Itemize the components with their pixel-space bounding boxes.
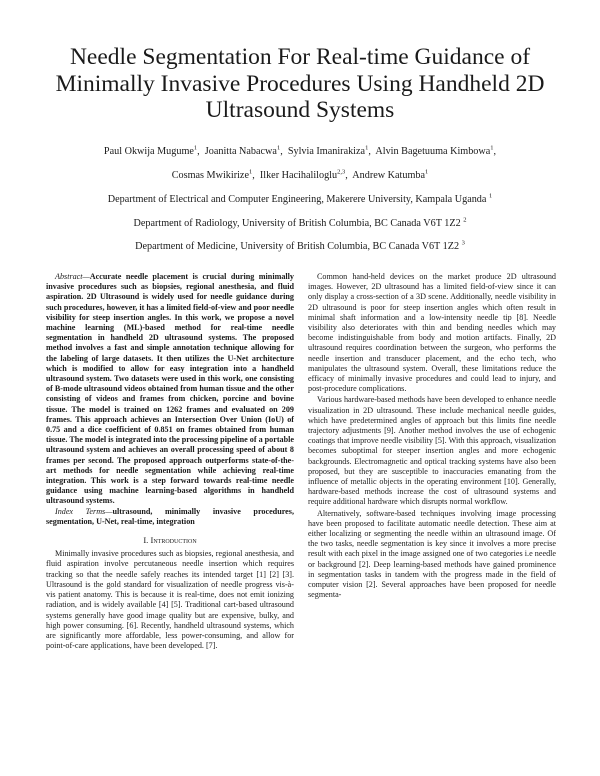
author-name: Cosmas Mwikirize$^1$	[171, 168, 253, 181]
affiliation-3: Department of Medicine, University of British Columbia, BC Canada V6T 1Z2 $^3$	[135, 239, 465, 252]
author-name: Alvin Bagetuuma Kimbowa$^1$	[375, 144, 494, 157]
author-name: Ilker Hacihaliloglu$^{2,3}$	[259, 168, 346, 181]
author-name: Andrew Katumba$^1$	[352, 168, 429, 181]
body-paragraph: Minimally invasive procedures such as biopsies, regional anesthesia, and fluid aspiration involve percutaneous needle insertion which requires tracking so that the needle safely reaches its intended target [1] [2] [3]. Ultrasound is the gold standard for visualization of needle progress vis-à-vis patient anatomy. This is because it is real-time, does not emit ionizing radiation, and is widely available [4] [5]. Traditional cart-based ultrasound systems generally have good image quality but are expensive, bulky, and high power consuming. [6]. Recently, handheld ultrasound systems, which are significantly more affordable, less power-consuming, and allow for point-of-care applications, have been developed. [7].	[46, 549, 294, 651]
body-paragraph: Common hand-held devices on the market produce 2D ultrasound images. However, 2D ultrasound has a limited field-of-view since it can only display a cross-section of a 3D scene. Additionally, needle visibility in 2D ultrasound is poor for steep insertion angles which often result in minimal shaft information and a low-intensity needle tip [8]. Needle visibility also deteriorates with thin and bending needles which may become indistinguishable from body and motion artifacts. Finally, 2D ultrasound requires coordination between the surgeon, who performs the needle insertion and transducer placement, and the echo tech, who manipulates the ultrasound system. Overall, these limitations reduce the efficacy of minimally invasive procedures and could lead to injury, and post-procedure complications.	[308, 272, 556, 394]
author-list-line-1: Paul Okwija Mugume$^1$, Joanitta Nabacwa$^1$, Sylvia Imanirakiza$^1$, Alvin Bagetuuma Kimbowa$^1$,	[103, 144, 497, 157]
affiliation-2: Department of Radiology, University of British Columbia, BC Canada V6T 1Z2 $^2$	[133, 216, 467, 229]
author-name: Sylvia Imanirakiza$^1$	[287, 144, 369, 157]
author-name: Paul Okwija Mugume$^1$	[103, 144, 198, 157]
body-paragraph: Alternatively, software-based techniques involving image processing have been proposed to facilitate automatic needle detection. These aim at either localizing or segmenting the needle within an ultrasound image. Of the two tasks, needle segmentation is key since it involves a more precise result with each pixel in the image assigned one of two categories i.e needle or background [2]. Deep learning-based methods have gained prominence in segmentation tasks in tandem with the progress made in the field of computer vision [2]. Several approaches have been proposed for needle segmenta-	[308, 508, 556, 600]
author-name: Joanitta Nabacwa$^1$	[204, 144, 281, 157]
abstract: Abstract—Accurate needle placement is crucial during minimally invasive procedures such as biopsies, regional anesthesia, and fluid aspiration. 2D Ultrasound is widely used for needle guidance during such procedures, however, it has a limited field-of-view and poor needle visibility for steep insertion angles. In this work, we propose a novel machine learning (ML)-based method for real-time needle segmentation in handheld 2D ultrasound systems. The proposed method involves a fast and simple annotation technique allowing for the labeling of large datasets. It then utilizes the U-Net architecture which is modified to allow for easy integration into a handheld ultrasound system. Two datasets were used in this work, one consisting of B-mode ultrasound videos obtained from human tissue and the other consisting of videos and frames from chicken, porcine and bovine tissue. The model is trained on 1262 frames and evaluated on 209 frames. This approach achieves an Intersection Over Union (IoU) of 0.75 and a dice coefficient of 0.851 on frames obtained from human tissue. The model is integrated into the processing pipeline of a portable ultrasound system and achieves an overall processing speed of about 8 frames per second. The proposed approach outperforms state-of-the-art methods for needle segmentation while achieving real-time integration. This work is a step forward towards real-time needle guidance using machine learning-based algorithms in handheld ultrasound systems.	[46, 272, 294, 506]
affiliation-1: Department of Electrical and Computer Engineering, Makerere University, Kampala Uganda $^1$	[107, 192, 493, 205]
author-list-line-2: Cosmas Mwikirize$^1$, Ilker Hacihaliloglu$^{2,3}$, Andrew Katumba$^1$	[171, 168, 429, 181]
paper-title: Needle Segmentation For Real-time Guidance of Minimally Invasive Procedures Using Handheld 2D Ultrasound Systems	[55, 44, 545, 123]
index-terms: Index Terms—ultrasound, minimally invasive procedures, segmentation, U-Net, real-time, integration	[46, 506, 294, 526]
right-column	[308, 272, 556, 602]
body-paragraph: Various hardware-based methods have been developed to enhance needle visualization in 2D ultrasound. These include mechanical needle guides, which have predetermined angles of approach but this limits fine needle trajectory adjustments [9]. Another method involves the use of echogenic coatings that improve needle visibility [5]. With this approach, visualization becomes suboptimal for steeper insertion angles and more echogenic backgrounds. Electromagnetic and optical tracking systems have also been proposed, but they are susceptible to inaccuracies emanating from the influence of metallic objects in the operating environment [10]. Generally, hardware-based methods increase the cost of ultrasound systems and require additional hardware which disrupts normal workflow.	[308, 395, 556, 507]
left-column	[46, 272, 294, 651]
section-heading: I. Introduction	[143, 535, 197, 546]
